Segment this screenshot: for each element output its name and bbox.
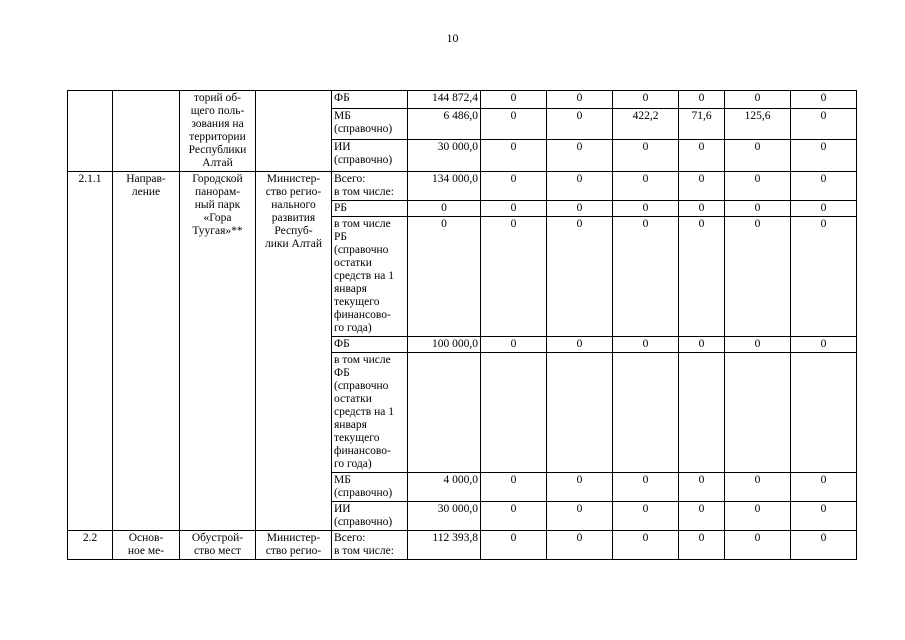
year-value: 0 (613, 91, 679, 109)
year-value: 0 (725, 502, 791, 531)
year-value: 0 (725, 217, 791, 337)
year-value (791, 353, 857, 473)
year-value: 0 (725, 172, 791, 201)
year-value: 0 (547, 108, 613, 140)
year-value: 0 (725, 531, 791, 560)
year-value: 0 (547, 502, 613, 531)
total-cell (408, 353, 481, 473)
num-cell (68, 91, 113, 172)
year-value: 0 (613, 201, 679, 217)
year-value: 0 (613, 217, 679, 337)
year-value: 0 (547, 337, 613, 353)
year-value: 0 (547, 201, 613, 217)
year-value: 0 (613, 531, 679, 560)
table-row (68, 531, 857, 560)
year-value: 0 (481, 217, 547, 337)
source-label: ФБ (332, 337, 408, 353)
year-value: 0 (679, 140, 725, 172)
total-cell: 112 393,8 (408, 531, 481, 560)
event-name-cell: Обустрой- ство мест (180, 531, 256, 560)
year-value: 0 (791, 172, 857, 201)
year-value: 0 (791, 502, 857, 531)
year-value: 0 (481, 473, 547, 502)
year-value: 0 (613, 140, 679, 172)
year-value: 0 (679, 502, 725, 531)
year-value: 71,6 (679, 108, 725, 140)
year-value (613, 353, 679, 473)
year-value: 0 (791, 91, 857, 109)
year-value: 0 (613, 172, 679, 201)
type-cell: Основ- ное ме- (113, 531, 180, 560)
year-value: 0 (481, 201, 547, 217)
event-name-cell: Городской панорам- ный парк «Гора Туугая»** (180, 172, 256, 531)
year-value: 0 (791, 531, 857, 560)
source-label: РБ (332, 201, 408, 217)
year-value: 0 (791, 108, 857, 140)
executor-cell (256, 91, 332, 172)
type-cell (113, 91, 180, 172)
year-value: 0 (679, 531, 725, 560)
year-value (725, 353, 791, 473)
source-label: ИИ (справочно) (332, 140, 408, 172)
year-value: 0 (481, 91, 547, 109)
year-value: 0 (679, 91, 725, 109)
total-cell: 30 000,0 (408, 502, 481, 531)
source-label: в том числе РБ (справочно остатки средств на 1 января текущего финансово- го года) (332, 217, 408, 337)
year-value (679, 353, 725, 473)
year-value: 0 (481, 531, 547, 560)
source-label: Всего: в том числе: (332, 172, 408, 201)
year-value: 0 (481, 337, 547, 353)
year-value: 0 (547, 217, 613, 337)
year-value: 0 (547, 473, 613, 502)
page-number: 10 (446, 31, 459, 45)
year-value: 0 (547, 91, 613, 109)
year-value: 0 (613, 502, 679, 531)
source-label: МБ (справочно) (332, 108, 408, 140)
year-value: 0 (679, 201, 725, 217)
total-cell: 4 000,0 (408, 473, 481, 502)
total-cell: 0 (408, 217, 481, 337)
year-value: 0 (725, 473, 791, 502)
year-value (481, 353, 547, 473)
year-value: 0 (481, 108, 547, 140)
executor-cell: Министер- ство регио- (256, 531, 332, 560)
source-label: МБ (справочно) (332, 473, 408, 502)
year-value: 0 (679, 337, 725, 353)
year-value: 422,2 (613, 108, 679, 140)
year-value: 0 (725, 91, 791, 109)
year-value: 0 (613, 337, 679, 353)
total-cell: 144 872,4 (408, 91, 481, 109)
year-value: 0 (547, 531, 613, 560)
year-value: 0 (613, 473, 679, 502)
total-cell: 0 (408, 201, 481, 217)
year-value: 0 (481, 140, 547, 172)
total-cell: 100 000,0 (408, 337, 481, 353)
executor-cell: Министер- ство регио- нального развития Респуб- лики Алтай (256, 172, 332, 531)
type-cell: Направ- ление (113, 172, 180, 531)
year-value: 0 (547, 172, 613, 201)
source-label: в том числе ФБ (справочно остатки средств на 1 января текущего финансово- го года) (332, 353, 408, 473)
year-value: 0 (791, 217, 857, 337)
source-label: ФБ (332, 91, 408, 109)
total-cell: 30 000,0 (408, 140, 481, 172)
year-value: 0 (481, 172, 547, 201)
table-row (68, 91, 857, 109)
year-value: 0 (725, 337, 791, 353)
year-value: 0 (679, 473, 725, 502)
year-value: 125,6 (725, 108, 791, 140)
year-value: 0 (547, 140, 613, 172)
year-value: 0 (725, 140, 791, 172)
year-value: 0 (791, 473, 857, 502)
num-cell: 2.2 (68, 531, 113, 560)
year-value: 0 (791, 201, 857, 217)
table-row (68, 172, 857, 201)
source-label: Всего: в том числе: (332, 531, 408, 560)
budget-table (67, 90, 857, 560)
num-cell: 2.1.1 (68, 172, 113, 531)
year-value: 0 (791, 140, 857, 172)
total-cell: 134 000,0 (408, 172, 481, 201)
total-cell: 6 486,0 (408, 108, 481, 140)
year-value: 0 (481, 502, 547, 531)
year-value: 0 (679, 172, 725, 201)
year-value (547, 353, 613, 473)
year-value: 0 (725, 201, 791, 217)
event-name-cell: торий об- щего поль- зования на территории Республики Алтай (180, 91, 256, 172)
year-value: 0 (791, 337, 857, 353)
source-label: ИИ (справочно) (332, 502, 408, 531)
year-value: 0 (679, 217, 725, 337)
